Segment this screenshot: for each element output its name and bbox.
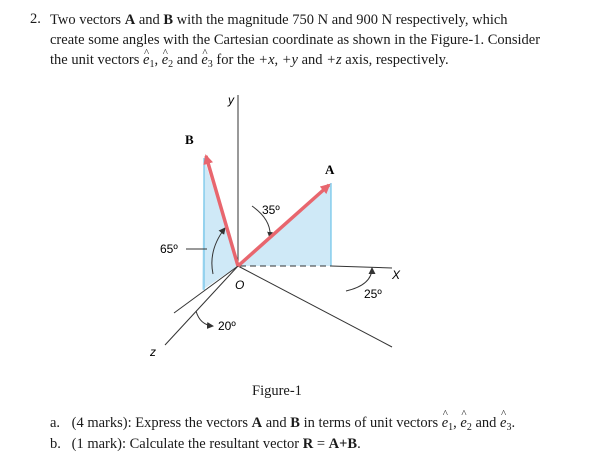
question-line-2: create some angles with the Cartesian coordinate as shown in the Figure-1. Consider: [50, 32, 541, 48]
angle-25-label: 25º: [364, 287, 382, 301]
origin-label: O: [235, 278, 245, 292]
part-b: b. (1 mark): Calculate the resultant vector R = A+B.: [50, 436, 361, 452]
vector-b-label: B: [163, 12, 174, 28]
vector-a-figure-label: A: [325, 162, 335, 177]
part-a-e1: e ^: [442, 415, 448, 432]
question-number: 2.: [30, 11, 41, 27]
z-axis-label: z: [150, 345, 156, 359]
x-axis-label: X: [392, 268, 401, 282]
question-line-3: the unit vectors e $\^{}_1$, e $\^{}_2$ and e $\^{}_3$ for the +x, +y and +z axis, respectively.: [50, 51, 449, 74]
unit-vector-e1: e ^: [143, 51, 149, 69]
x-axis-ext: [331, 266, 392, 268]
angle-35-label: 35º: [262, 203, 280, 217]
y-axis-label: y: [228, 93, 234, 107]
z-axis: [165, 266, 238, 345]
figure-caption: Figure-1: [252, 383, 302, 399]
unit-vector-e2: e ^: [162, 51, 168, 69]
vector-a-label: A: [124, 12, 136, 28]
vector-b-figure-label: B: [185, 132, 194, 147]
angle-65-label: 65º: [160, 242, 178, 256]
part-a-e3: e ^: [500, 415, 506, 432]
question-line-1: Two vectors A and B with the magnitude 750 N and 900 N respectively, which: [50, 12, 508, 28]
part-a-e2: e ^: [460, 415, 466, 432]
unit-vector-e3: e ^: [201, 51, 207, 69]
ground-right: [238, 266, 392, 270]
angle-20-arc: [196, 311, 213, 326]
part-a: a. (4 marks): Express the vectors A and B in terms of unit vectors e $\^{}_1$, e $\^{}_2$ and e $\^{}_3$.: [50, 415, 515, 433]
angle-20-label: 20º: [218, 319, 236, 333]
